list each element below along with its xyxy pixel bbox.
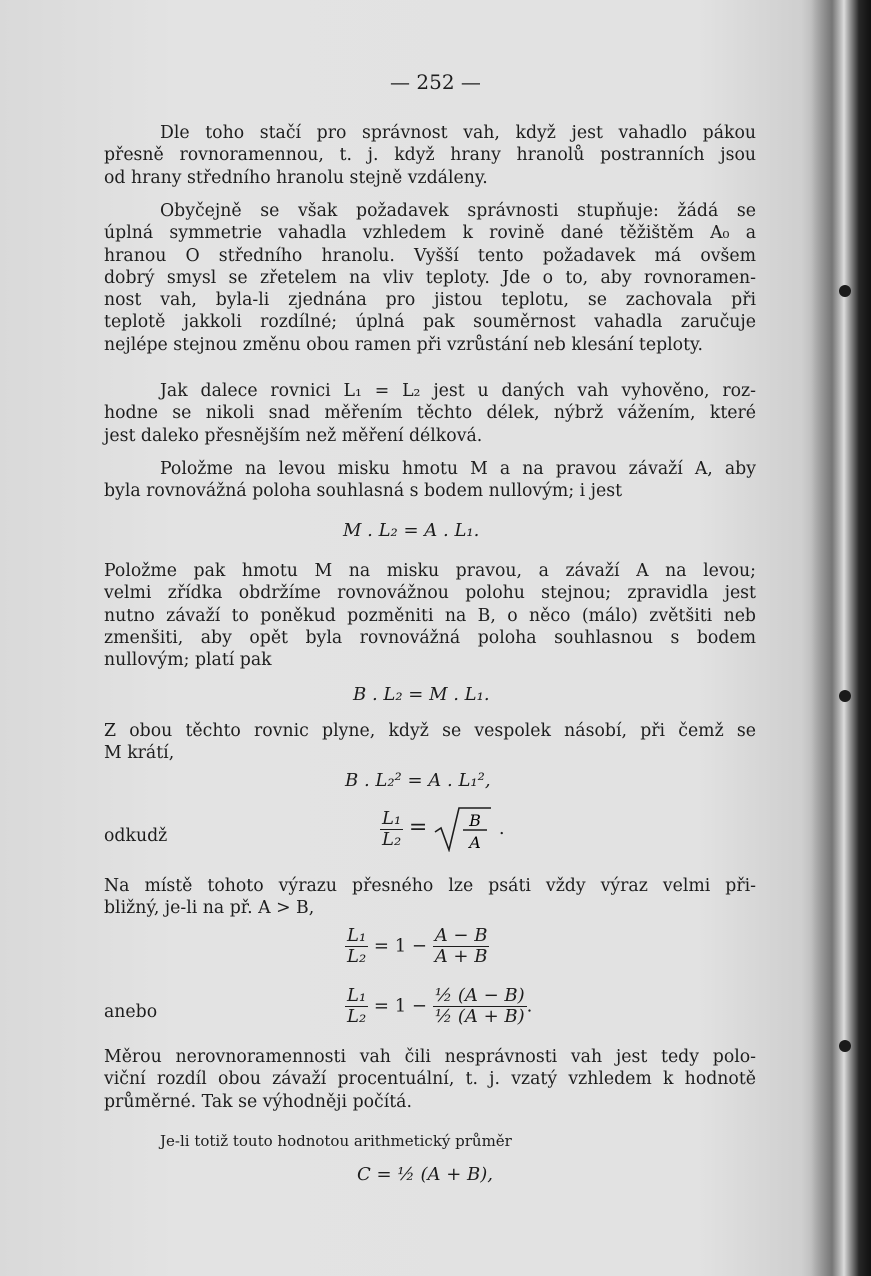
text-line: nullovým; platí pak [104,650,272,671]
fraction-denominator: L₂ [347,1006,367,1027]
paragraph-1 [104,122,756,189]
paragraph-3 [104,380,756,447]
fraction-denominator: A + B [434,946,488,967]
text-line: viční rozdíl obou závaží procentuální, t. j. vzatý vzhledem k hodnotě [104,1069,756,1090]
paragraph-2 [104,200,756,356]
label-odkudz: odkudž [104,826,168,846]
fraction-denominator: L₂ [382,828,402,850]
fraction-numerator: ½ (A − B) [434,985,525,1006]
text-line: teplotě jakkoli rozdílné; úplná pak souměrnost vahadla zaručuje [104,312,756,333]
text-line: hodne se nikoli snad měřením těchto délek, nýbrž vážením, které [104,403,756,424]
equation-5 [345,926,489,967]
equation-mid: = 1 − [373,935,427,957]
text-line: Na místě tohoto výrazu přesného lze psáti vždy výraz velmi při- [104,876,756,896]
equation-1: M . L₂ = A . L₁. [343,520,480,541]
fraction-denominator: ½ (A + B) [434,1006,525,1027]
equation-2: B . L₂ = M . L₁. [353,684,490,705]
paragraph-6 [104,720,756,765]
text-line: Z obou těchto rovnic plyne, když se vespolek násobí, při čemž se [104,721,756,741]
text-line: dobrý smysl se zřetelem na vliv teploty. Jde o to, aby rovnoramen- [104,267,756,288]
paragraph-7 [104,875,756,920]
equation-mid: = 1 − [373,995,427,1017]
text-line: nost vah, byla-li zjednána pro jistou teplotu, se zachovala při [104,290,756,311]
fraction-numerator: L₁ [347,925,367,946]
text-line: úplná symmetrie vahadla vzhledem k rovině dané těžištěm A₀ a [104,223,756,244]
text-line: přesně rovnoramennou, t. j. když hrany hranolů postranních jsou [104,145,756,166]
fraction-numerator: L₁ [347,985,367,1006]
text-line: Položme na levou misku hmotu M a na pravou závaží A, aby [160,459,756,479]
text-line: Položme pak hmotu M na misku pravou, a závaží A na levou; [104,561,756,581]
text-line: Dle toho stačí pro správnost vah, když jest vahadlo pákou [160,123,756,143]
equation-3: B . L₂² = A . L₁², [345,770,491,791]
sqrt-denominator: A [469,833,481,852]
text-line: nutno závaží to poněkud pozměniti na B, o něco (málo) zvětšiti neb [104,605,756,626]
text-line: byla rovnovážná poloha souhlasná s bodem nullovým; i jest [104,481,623,502]
binding-hole [839,1040,851,1052]
equation-7: C = ½ (A + B), [357,1164,493,1185]
book-binding [811,0,871,1276]
square-root [433,806,493,852]
equation-6: $\frac{\text{L₁}}{\text{L₂}}$ = 1 − $\frac{\text{½ (A − B)}}{\text{½ (A + B)}}$ . [347,985,533,1027]
text-line: Jak dalece rovnici L₁ = L₂ jest u daných vah vyhověno, roz- [160,381,756,401]
label-anebo: anebo [104,1002,158,1022]
text-line: M krátí, [104,743,175,764]
fraction-denominator: L₂ [347,946,367,967]
text-line: hranou O středního hranolu. Vyšší tento požadavek má ovšem [104,245,756,266]
text-line: zmenšiti, aby opět byla rovnovážná poloha souhlasnou s bodem [104,627,756,648]
page-number: — 252 — [390,70,481,94]
text-line: od hrany středního hranolu stejně vzdáleny. [104,167,488,188]
binding-hole [839,285,851,297]
paragraph-5 [104,560,756,671]
text-line: velmi zřídka obdržíme rovnovážnou polohu stejnou; zpravidla jest [104,583,756,604]
text-line: Obyčejně se však požadavek správnosti stupňuje: žádá se [160,201,756,221]
paragraph-4 [104,458,756,503]
sqrt-numerator: B [469,811,481,830]
text-line: průměrné. Tak se výhodněji počítá. [104,1091,412,1112]
fraction-numerator: L₁ [382,807,402,829]
fraction-numerator: A − B [434,925,488,946]
paragraph-9: Je-li totiž touto hodnotou arithmetický průměr [160,1132,512,1150]
text-line: Měrou nerovnoramennosti vah čili nesprávnosti vah jest tedy polo- [104,1047,756,1067]
equation-4: $\frac{\text{L₁}}{\text{L₂}}$ = B A . [382,807,505,852]
text-line: nejlépe stejnou změnu obou ramen při vzrůstání neb klesání teploty. [104,334,703,355]
paragraph-8 [104,1046,756,1113]
binding-hole [839,690,851,702]
text-line: jest daleko přesnějším než měření délková. [104,425,483,446]
text-line: bližný, je-li na př. A > B, [104,898,315,919]
